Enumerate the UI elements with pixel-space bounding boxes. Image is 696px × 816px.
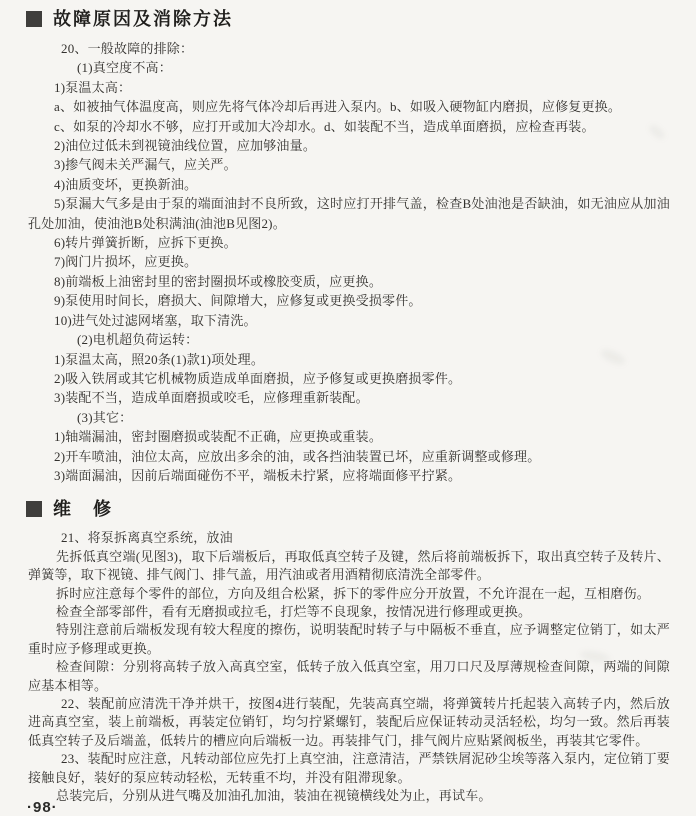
paragraph-line: 总装完后，分别从进气嘴及加油孔加油，装油在视镜横线处为止，再试车。: [56, 788, 492, 804]
paragraph-line: 1)泵温太高，照20条(1)款1)项处理。: [54, 351, 265, 367]
paragraph-line: 10)进气处过滤网堵塞，取下清洗。: [54, 312, 257, 328]
section-title-maintenance: 维 修: [53, 499, 113, 520]
paragraph-line: 4)油质变坏，更换新油。: [54, 176, 198, 192]
paragraph-line: 拆时应注意每个零件的部位，方向及组合松紧，拆下的零件应分开放置，不允许混在一起，互相磨伤。: [56, 585, 651, 601]
paragraph-line: 21、将泵拆离真空系统，放油: [61, 530, 233, 546]
paragraph-line: 8)前端板上油密封里的密封圈损坏或橡胶变质，应更换。: [54, 273, 383, 289]
paragraph-line: 2)油位过低未到视镜油线位置，应加够油量。: [54, 138, 317, 154]
paragraph-line: 7)阀门片损坏，应更换。: [54, 254, 198, 270]
square-bullet-icon: [26, 501, 42, 517]
maintenance-paragraph-list: [28, 529, 670, 805]
paragraph-line: 3)端面漏油，因前后端面碰伤不平，端板未拧紧，应将端面修平拧紧。: [54, 467, 462, 483]
page-number: ·98·: [27, 799, 58, 816]
paragraph-line: (1)真空度不高：: [77, 60, 172, 76]
paragraph-line: (2)电机超负荷运转：: [77, 332, 199, 348]
paragraph-line: 检查全部零部件，看有无磨损或拉毛，打烂等不良现象，按情况进行修理或更换。: [56, 603, 532, 619]
paragraph-line: 检查间隙：分别将高转子放入高真空室，低转子放入低真空室，用刀口尺及厚薄规检查间隙，两端的间隙应基本相等。: [28, 659, 670, 693]
paragraph-line: 5)泵漏大气多是由于泵的端面油封不良所致，这时应打开排气盖，检查B处油池是否缺油，如无油应从加油孔处加油，使油池B处积满油(油池B见图2)。: [28, 196, 670, 231]
paragraph-line: (3)其它：: [77, 409, 133, 425]
section-header-faults: [26, 8, 670, 30]
paragraph-line: 20、一般故障的排除：: [61, 41, 194, 56]
section-faults: [28, 8, 670, 485]
paragraph-line: c、如泵的冷却水不够，应打开或加大冷却水。d、如装配不当，造成单面磨损，应检查再装。: [54, 118, 595, 134]
paragraph-line: 2)开车喷油，油位太高，应放出多余的油，或各挡油装置已坏，应重新调整或修理。: [54, 448, 541, 464]
paragraph-line: 3)掺气阀未关严漏气，应关严。: [54, 157, 237, 173]
paragraph-line: 23、装配时应注意，凡转动部位应先打上真空油，注意清洁，严禁铁屑泥砂尘埃等落入泵内，定位销丁要接触良好，装好的泵应转动轻松，无转重不均，并没有阻滞现象。: [28, 751, 670, 785]
paragraph-line: 6)转片弹簧折断，应拆下更换。: [54, 235, 237, 251]
section-maintenance: [28, 498, 670, 805]
paragraph-line: 1)泵温太高：: [54, 79, 132, 95]
square-bullet-icon: [26, 11, 42, 27]
paragraph-line: 9)泵使用时间长，磨损大、间隙增大，应修复或更换受损零件。: [54, 293, 422, 309]
paragraph-line: 22、装配前应清洗干净并烘干，按图4进行装配，先装高真空端，将弹簧转片托起装入高转子内，然后放进高真空室，装上前端板，再装定位销钉，均匀拧紧螺钉，装配后应保证转动灵活轻松，均匀一致。然后再装低真空转子及后端盖，低转片的槽应向后端板一边。再装排气门，排气阀片应贴紧阀板坐，再装其它零件。: [28, 696, 670, 748]
section-header-maintenance: [26, 498, 670, 520]
paragraph-line: 2)吸入铁屑或其它机械物质造成单面磨损，应予修复或更换磨损零件。: [54, 370, 462, 386]
paragraph-line: 先拆低真空端(见图3)，取下后端板后，再取低真空转子及键，然后将前端板拆下，取出真空转子及转片、弹簧等，取下视镜、排气阀门、排气盖，用汽油或者用酒精彻底清洗全部零件。: [28, 548, 670, 583]
paragraph-line: 3)装配不当，造成单面磨损或咬毛，应修理重新装配。: [54, 390, 369, 406]
paragraph-line: 1)轴端漏油，密封圈磨损或装配不正确，应更换或重装。: [54, 429, 383, 445]
section-title-faults: 故障原因及消除方法: [53, 9, 233, 29]
paragraph-line: 特别注意前后端板发现有较大程度的擦伤，说明装配时转子与中隔板不垂直，应予调整定位销丁，如太严重时应予修理或更换。: [28, 622, 670, 656]
faults-paragraph-list: [28, 39, 670, 485]
paragraph-line: a、如被抽气体温度高，则应先将气体冷却后再进入泵内。b、如吸入硬物缸内磨损，应修复更换。: [54, 99, 622, 115]
